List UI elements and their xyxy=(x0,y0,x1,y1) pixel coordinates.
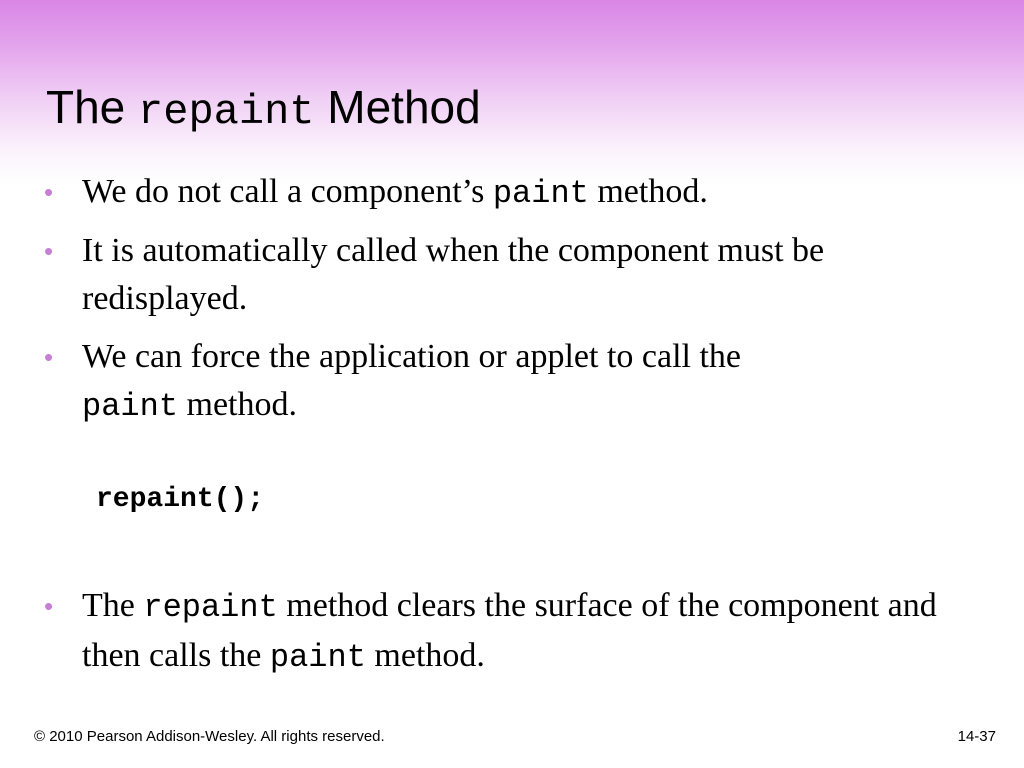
bullet-code: paint xyxy=(269,639,366,676)
bullet-text: The xyxy=(82,587,144,624)
bullet-code: paint xyxy=(492,175,589,212)
footer-copyright: © 2010 Pearson Addison-Wesley. All rights reserved. xyxy=(34,728,385,745)
footer-page-number: 14-37 xyxy=(957,728,996,745)
title-code: repaint xyxy=(138,88,315,136)
bullet-item xyxy=(44,168,982,218)
title-prefix: The xyxy=(46,81,139,133)
bullet-dot-icon: • xyxy=(44,342,54,372)
bullet-text: It is automatically called when the component must be redisplayed. xyxy=(82,232,825,317)
code-example: repaint(); xyxy=(96,484,265,515)
bullet-text: We can force the application or applet to call the xyxy=(82,338,742,375)
bullet-code: repaint xyxy=(143,589,278,626)
bullet-text: method. xyxy=(588,173,708,210)
bullet-item xyxy=(44,582,982,682)
bullet-dot-icon: • xyxy=(44,591,54,621)
bullet-text: We do not call a component’s xyxy=(82,173,493,210)
bullet-dot-icon: • xyxy=(44,177,54,207)
bullet-code: paint xyxy=(82,388,179,425)
bullet-text: method. xyxy=(365,637,485,674)
bullet-text: method. xyxy=(178,386,297,423)
bullet-text: method clears the surface of the component and then calls the xyxy=(82,587,937,674)
bullet-item xyxy=(44,333,982,431)
title-suffix: Method xyxy=(314,81,481,133)
bullet-dot-icon: • xyxy=(44,236,54,266)
bullet-item xyxy=(44,227,982,323)
slide-title xyxy=(46,78,481,141)
